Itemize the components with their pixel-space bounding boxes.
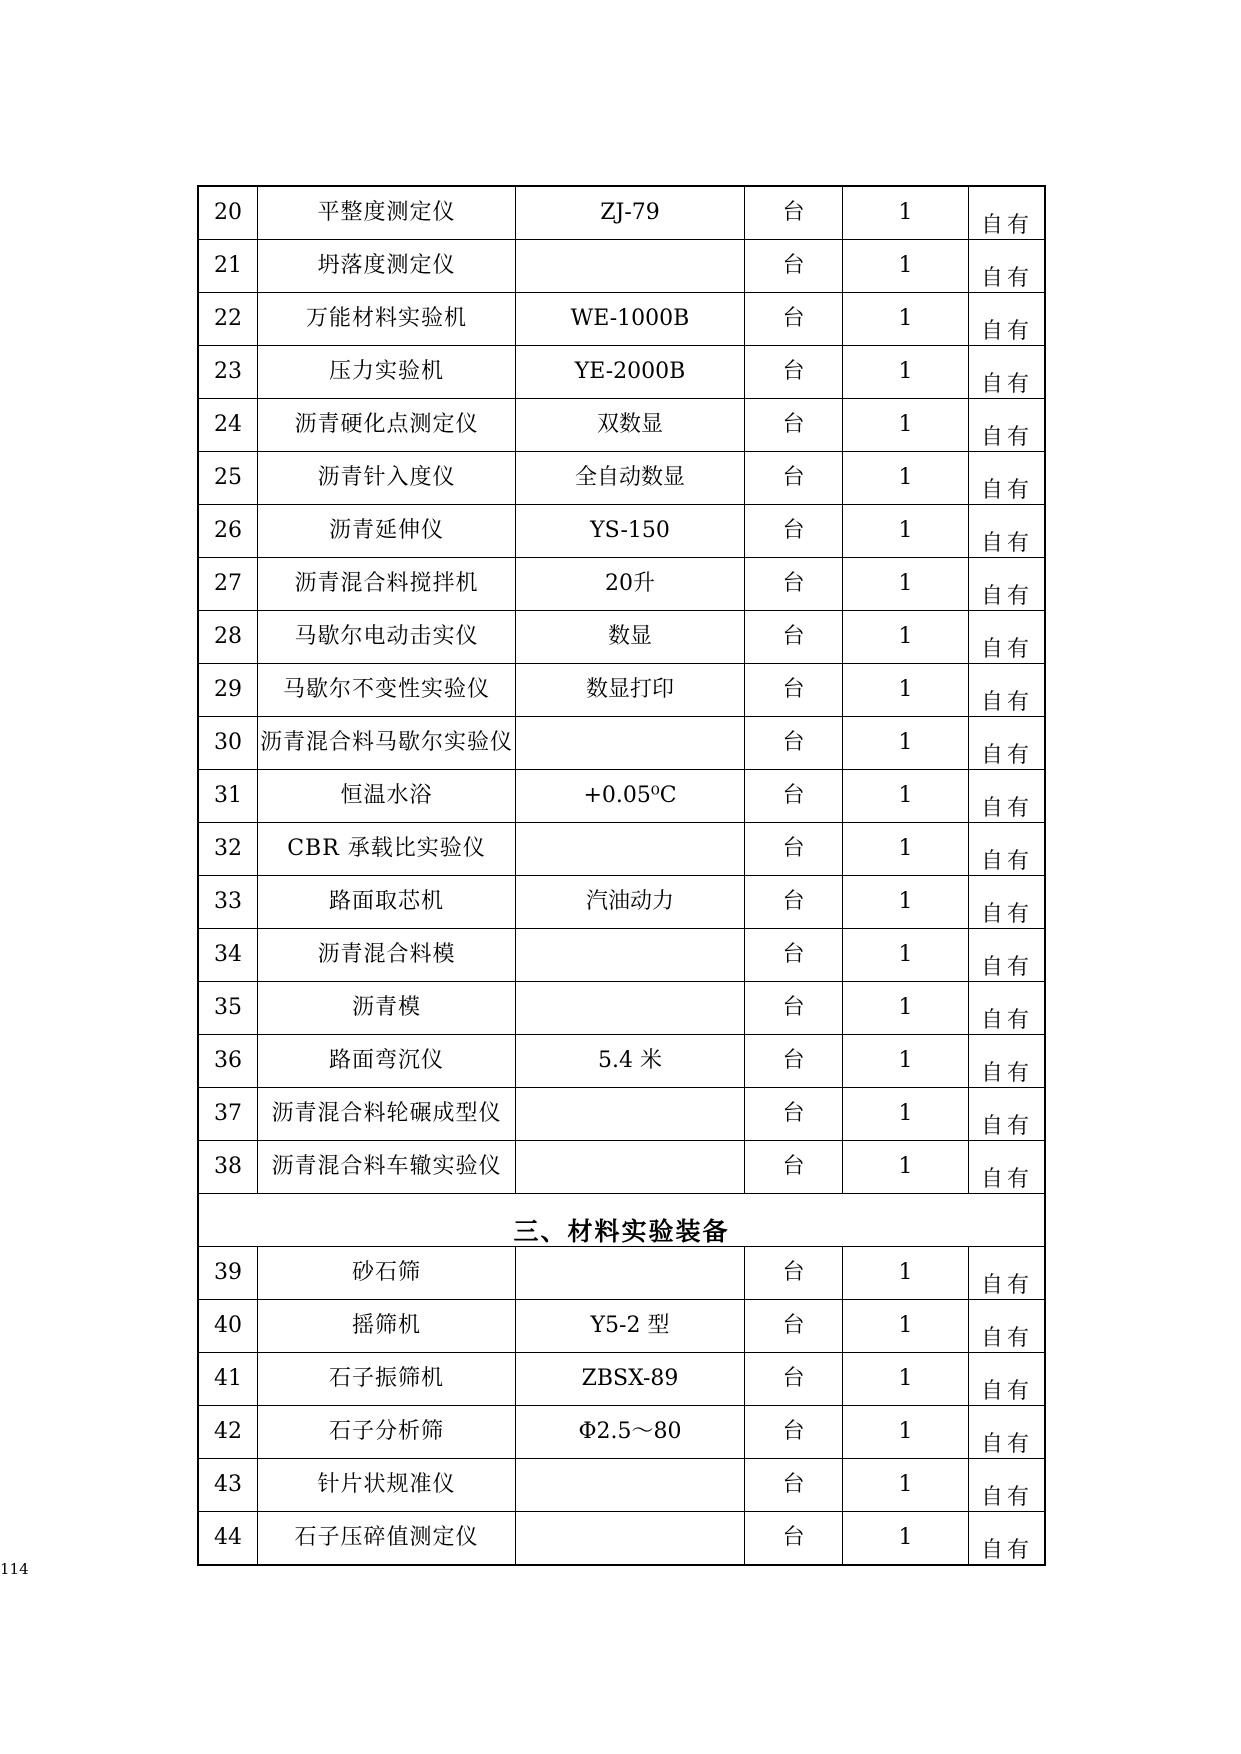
- model-spec-cell: 全自动数显: [516, 452, 745, 505]
- unit-cell: 台: [745, 1088, 843, 1141]
- unit-cell: 台: [745, 1459, 843, 1512]
- quantity-cell: 1: [843, 1141, 969, 1194]
- model-spec-cell: [516, 1088, 745, 1141]
- unit-cell: 台: [745, 293, 843, 346]
- model-spec-cell: 数显: [516, 611, 745, 664]
- ownership-cell: 自有: [969, 1353, 1046, 1406]
- quantity-cell: 1: [843, 1247, 969, 1300]
- unit-cell: 台: [745, 1353, 843, 1406]
- ownership-cell: 自有: [969, 929, 1046, 982]
- equipment-name-cell: 沥青针入度仪: [258, 452, 516, 505]
- row-number-cell: 40: [198, 1300, 258, 1353]
- model-spec-cell: WE-1000B: [516, 293, 745, 346]
- quantity-cell: 1: [843, 717, 969, 770]
- unit-cell: 台: [745, 1406, 843, 1459]
- model-spec-cell: ZBSX-89: [516, 1353, 745, 1406]
- unit-cell: 台: [745, 452, 843, 505]
- ownership-cell: 自有: [969, 1406, 1046, 1459]
- table-row: [198, 611, 1045, 664]
- table-row: [198, 558, 1045, 611]
- unit-cell: 台: [745, 240, 843, 293]
- page-number: 114: [0, 1560, 29, 1578]
- row-number-cell: 25: [198, 452, 258, 505]
- unit-cell: 台: [745, 186, 843, 240]
- quantity-cell: 1: [843, 1353, 969, 1406]
- equipment-table-body-bottom: [198, 1247, 1045, 1566]
- equipment-name-cell: 沥青混合料搅拌机: [258, 558, 516, 611]
- equipment-name-cell: 石子分析筛: [258, 1406, 516, 1459]
- unit-cell: 台: [745, 1035, 843, 1088]
- quantity-cell: 1: [843, 611, 969, 664]
- row-number-cell: 41: [198, 1353, 258, 1406]
- model-spec-cell: [516, 717, 745, 770]
- table-row: [198, 240, 1045, 293]
- unit-cell: 台: [745, 1512, 843, 1566]
- unit-cell: 台: [745, 399, 843, 452]
- equipment-name-cell: CBR 承载比实验仪: [258, 823, 516, 876]
- model-spec-cell: 双数显: [516, 399, 745, 452]
- row-number-cell: 26: [198, 505, 258, 558]
- table-row: [198, 982, 1045, 1035]
- equipment-name-cell: 万能材料实验机: [258, 293, 516, 346]
- equipment-name-cell: 沥青混合料模: [258, 929, 516, 982]
- model-spec-cell: 汽油动力: [516, 876, 745, 929]
- table-row: [198, 293, 1045, 346]
- model-spec-cell: 20升: [516, 558, 745, 611]
- table-row: [198, 1141, 1045, 1194]
- equipment-name-cell: 压力实验机: [258, 346, 516, 399]
- ownership-cell: 自有: [969, 293, 1046, 346]
- table-row: [198, 1353, 1045, 1406]
- table-row: [198, 1459, 1045, 1512]
- model-spec-cell: 数显打印: [516, 664, 745, 717]
- row-number-cell: 22: [198, 293, 258, 346]
- equipment-table: [197, 185, 1046, 1566]
- quantity-cell: 1: [843, 929, 969, 982]
- row-number-cell: 27: [198, 558, 258, 611]
- quantity-cell: 1: [843, 1300, 969, 1353]
- model-spec-cell: YS-150: [516, 505, 745, 558]
- model-spec-cell: Y5-2 型: [516, 1300, 745, 1353]
- ownership-cell: 自有: [969, 611, 1046, 664]
- model-spec-cell: [516, 929, 745, 982]
- quantity-cell: 1: [843, 452, 969, 505]
- unit-cell: 台: [745, 823, 843, 876]
- equipment-name-cell: 石子振筛机: [258, 1353, 516, 1406]
- unit-cell: 台: [745, 1300, 843, 1353]
- model-spec-cell: [516, 240, 745, 293]
- ownership-cell: 自有: [969, 1300, 1046, 1353]
- equipment-name-cell: 沥青混合料车辙实验仪: [258, 1141, 516, 1194]
- model-spec-cell: [516, 1141, 745, 1194]
- ownership-cell: 自有: [969, 823, 1046, 876]
- table-row: [198, 346, 1045, 399]
- ownership-cell: 自有: [969, 982, 1046, 1035]
- quantity-cell: 1: [843, 558, 969, 611]
- row-number-cell: 21: [198, 240, 258, 293]
- row-number-cell: 34: [198, 929, 258, 982]
- quantity-cell: 1: [843, 346, 969, 399]
- table-row: [198, 664, 1045, 717]
- ownership-cell: 自有: [969, 505, 1046, 558]
- ownership-cell: 自有: [969, 1088, 1046, 1141]
- ownership-cell: 自有: [969, 876, 1046, 929]
- equipment-table-body-top: [198, 186, 1045, 1194]
- table-row: [198, 770, 1045, 823]
- equipment-name-cell: 路面弯沉仪: [258, 1035, 516, 1088]
- table-row: [198, 717, 1045, 770]
- row-number-cell: 20: [198, 186, 258, 240]
- table-row: [198, 505, 1045, 558]
- section-header-row: [198, 1194, 1045, 1247]
- table-row: [198, 1035, 1045, 1088]
- ownership-cell: 自有: [969, 1247, 1046, 1300]
- table-row: [198, 929, 1045, 982]
- section-header-body: [198, 1194, 1045, 1247]
- equipment-name-cell: 沥青混合料轮碾成型仪: [258, 1088, 516, 1141]
- row-number-cell: 30: [198, 717, 258, 770]
- equipment-name-cell: 石子压碎值测定仪: [258, 1512, 516, 1566]
- row-number-cell: 24: [198, 399, 258, 452]
- row-number-cell: 32: [198, 823, 258, 876]
- equipment-name-cell: 马歇尔电动击实仪: [258, 611, 516, 664]
- quantity-cell: 1: [843, 240, 969, 293]
- equipment-name-cell: 坍落度测定仪: [258, 240, 516, 293]
- model-spec-cell: ZJ-79: [516, 186, 745, 240]
- table-row: [198, 823, 1045, 876]
- table-row: [198, 876, 1045, 929]
- table-row: [198, 1247, 1045, 1300]
- quantity-cell: 1: [843, 982, 969, 1035]
- row-number-cell: 35: [198, 982, 258, 1035]
- unit-cell: 台: [745, 558, 843, 611]
- equipment-name-cell: 沥青模: [258, 982, 516, 1035]
- quantity-cell: 1: [843, 186, 969, 240]
- quantity-cell: 1: [843, 1406, 969, 1459]
- ownership-cell: 自有: [969, 1141, 1046, 1194]
- quantity-cell: 1: [843, 1088, 969, 1141]
- ownership-cell: 自有: [969, 452, 1046, 505]
- row-number-cell: 39: [198, 1247, 258, 1300]
- quantity-cell: 1: [843, 505, 969, 558]
- ownership-cell: 自有: [969, 717, 1046, 770]
- quantity-cell: 1: [843, 876, 969, 929]
- model-spec-cell: Φ2.5～80: [516, 1406, 745, 1459]
- quantity-cell: 1: [843, 1512, 969, 1566]
- equipment-name-cell: 马歇尔不变性实验仪: [258, 664, 516, 717]
- equipment-name-cell: 针片状规准仪: [258, 1459, 516, 1512]
- ownership-cell: 自有: [969, 399, 1046, 452]
- equipment-name-cell: 沥青混合料马歇尔实验仪: [258, 717, 516, 770]
- ownership-cell: 自有: [969, 240, 1046, 293]
- equipment-name-cell: 沥青硬化点测定仪: [258, 399, 516, 452]
- row-number-cell: 44: [198, 1512, 258, 1566]
- unit-cell: 台: [745, 1141, 843, 1194]
- table-row: [198, 399, 1045, 452]
- unit-cell: 台: [745, 876, 843, 929]
- equipment-name-cell: 恒温水浴: [258, 770, 516, 823]
- row-number-cell: 38: [198, 1141, 258, 1194]
- model-spec-cell: [516, 982, 745, 1035]
- table-row: [198, 1406, 1045, 1459]
- table-row: [198, 452, 1045, 505]
- model-spec-cell: [516, 1247, 745, 1300]
- row-number-cell: 33: [198, 876, 258, 929]
- row-number-cell: 37: [198, 1088, 258, 1141]
- ownership-cell: 自有: [969, 664, 1046, 717]
- table-row: [198, 1088, 1045, 1141]
- quantity-cell: 1: [843, 399, 969, 452]
- model-spec-cell: YE-2000B: [516, 346, 745, 399]
- ownership-cell: 自有: [969, 1459, 1046, 1512]
- equipment-name-cell: 路面取芯机: [258, 876, 516, 929]
- row-number-cell: 31: [198, 770, 258, 823]
- table-row: [198, 1512, 1045, 1566]
- row-number-cell: 28: [198, 611, 258, 664]
- unit-cell: 台: [745, 505, 843, 558]
- row-number-cell: 23: [198, 346, 258, 399]
- unit-cell: 台: [745, 929, 843, 982]
- equipment-name-cell: 砂石筛: [258, 1247, 516, 1300]
- ownership-cell: 自有: [969, 770, 1046, 823]
- unit-cell: 台: [745, 770, 843, 823]
- row-number-cell: 43: [198, 1459, 258, 1512]
- row-number-cell: 29: [198, 664, 258, 717]
- quantity-cell: 1: [843, 664, 969, 717]
- row-number-cell: 36: [198, 1035, 258, 1088]
- equipment-name-cell: 摇筛机: [258, 1300, 516, 1353]
- model-spec-cell: +0.05⁰C: [516, 770, 745, 823]
- model-spec-cell: [516, 1512, 745, 1566]
- ownership-cell: 自有: [969, 186, 1046, 240]
- section-title: 三、材料实验装备: [198, 1194, 1045, 1247]
- ownership-cell: 自有: [969, 1035, 1046, 1088]
- model-spec-cell: 5.4 米: [516, 1035, 745, 1088]
- model-spec-cell: [516, 1459, 745, 1512]
- ownership-cell: 自有: [969, 558, 1046, 611]
- quantity-cell: 1: [843, 823, 969, 876]
- table-row: [198, 186, 1045, 240]
- model-spec-cell: [516, 823, 745, 876]
- quantity-cell: 1: [843, 1035, 969, 1088]
- unit-cell: 台: [745, 1247, 843, 1300]
- unit-cell: 台: [745, 346, 843, 399]
- table-row: [198, 1300, 1045, 1353]
- unit-cell: 台: [745, 982, 843, 1035]
- ownership-cell: 自有: [969, 346, 1046, 399]
- row-number-cell: 42: [198, 1406, 258, 1459]
- quantity-cell: 1: [843, 293, 969, 346]
- quantity-cell: 1: [843, 770, 969, 823]
- equipment-name-cell: 沥青延伸仪: [258, 505, 516, 558]
- unit-cell: 台: [745, 611, 843, 664]
- unit-cell: 台: [745, 664, 843, 717]
- ownership-cell: 自有: [969, 1512, 1046, 1566]
- quantity-cell: 1: [843, 1459, 969, 1512]
- equipment-name-cell: 平整度测定仪: [258, 186, 516, 240]
- unit-cell: 台: [745, 717, 843, 770]
